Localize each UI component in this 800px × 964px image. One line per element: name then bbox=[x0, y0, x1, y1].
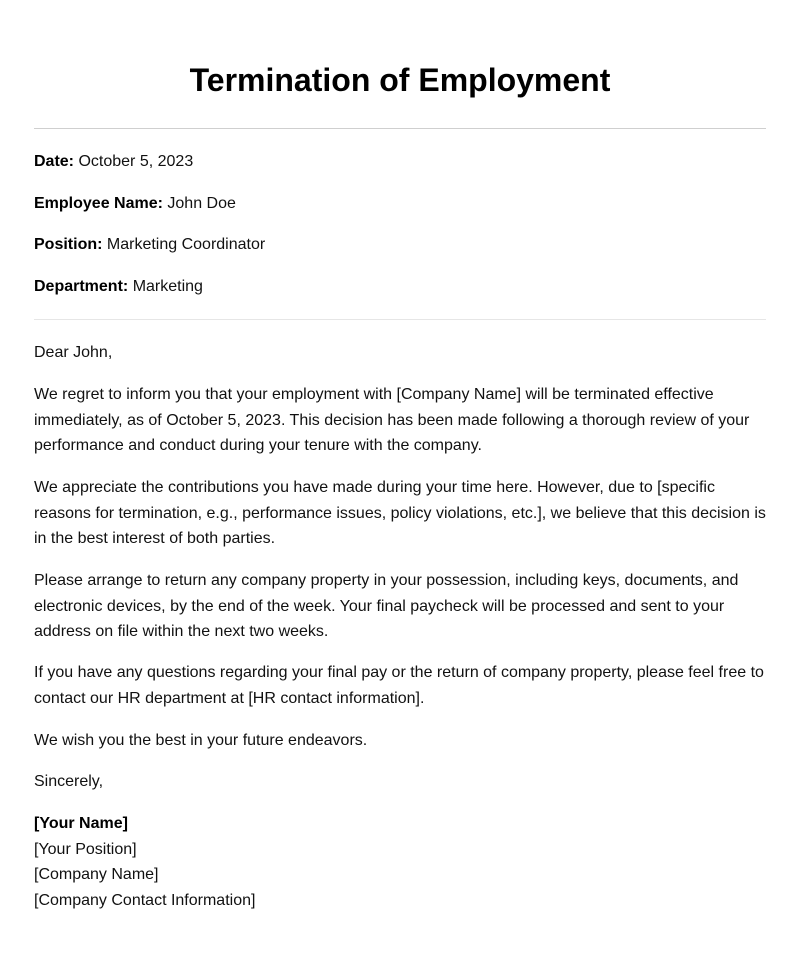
department-field bbox=[34, 277, 203, 297]
paragraph-reasons: We appreciate the contributions you have made during your time here. However, due to [specific reasons for termination, e.g., performance issues, policy violations, etc.], we believe that this decision is in the best interest of both parties. bbox=[34, 479, 766, 548]
department-label: Department: bbox=[34, 278, 129, 295]
date-label: Date: bbox=[34, 153, 75, 170]
salutation: Dear John, bbox=[34, 344, 113, 361]
title-divider bbox=[34, 128, 766, 129]
document-title: Termination of Employment bbox=[189, 62, 611, 98]
department-value: Marketing bbox=[132, 278, 203, 295]
header-divider bbox=[34, 319, 766, 320]
position-value: Marketing Coordinator bbox=[106, 236, 266, 253]
employee-name-value: John Doe bbox=[167, 195, 236, 212]
signature-contact: [Company Contact Information] bbox=[34, 891, 256, 909]
closing: Sincerely, bbox=[34, 773, 104, 790]
signature-name: [Your Name] bbox=[34, 815, 128, 832]
position-label: Position: bbox=[34, 236, 103, 253]
signature-block bbox=[34, 811, 634, 913]
signature-position: [Your Position] bbox=[34, 840, 137, 858]
date-field bbox=[34, 152, 193, 172]
paragraph-contact: If you have any questions regarding your final pay or the return of company property, please feel free to contact our HR department at [HR contact information]. bbox=[34, 664, 764, 707]
signature-company: [Company Name] bbox=[34, 866, 159, 884]
paragraph-property: Please arrange to return any company property in your possession, including keys, documents, and electronic devices, by the end of the week. Your final paycheck will be processed and sent to your address on file within the next two weeks. bbox=[34, 572, 739, 641]
position-field bbox=[34, 235, 265, 255]
date-value: October 5, 2023 bbox=[78, 153, 194, 170]
paragraph-wishes: We wish you the best in your future endeavors. bbox=[34, 732, 368, 749]
paragraph-termination: We regret to inform you that your employment with [Company Name] will be terminated effective immediately, as of October 5, 2023. This decision has been made following a thorough review of your performance and conduct during your tenure with the company. bbox=[34, 386, 750, 455]
employee-name-label: Employee Name: bbox=[34, 195, 163, 212]
employee-name-field bbox=[34, 194, 236, 214]
